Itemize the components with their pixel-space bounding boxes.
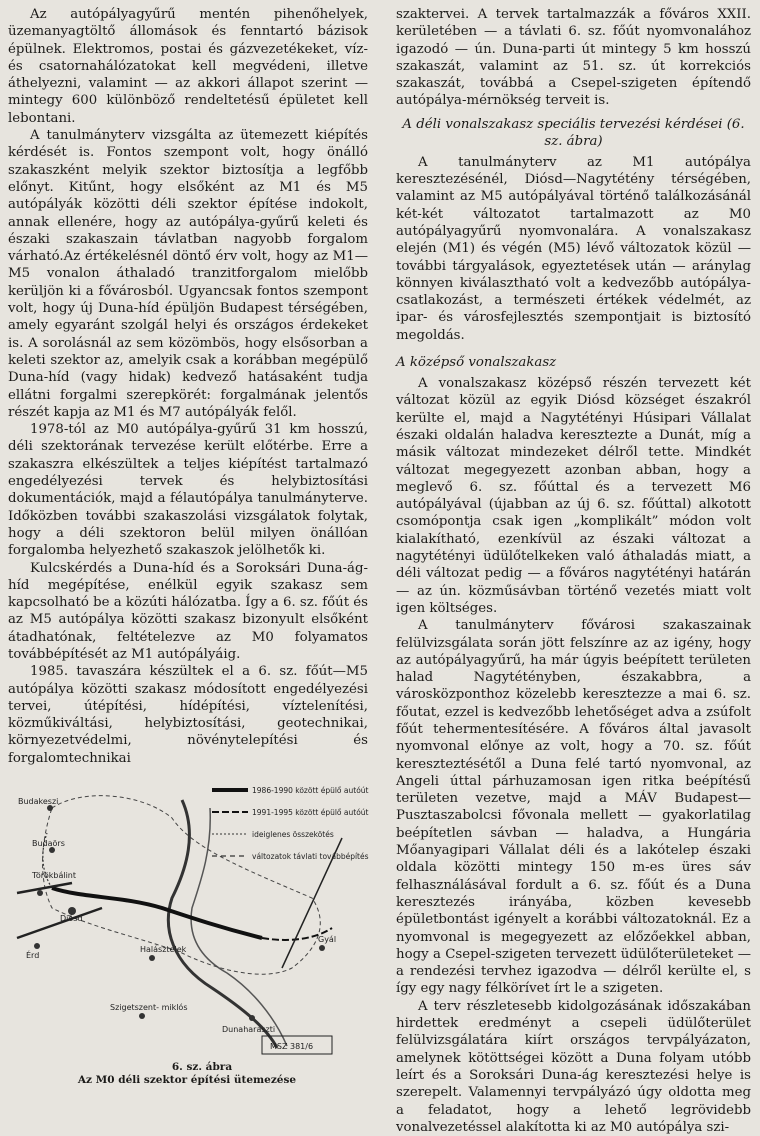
place-marker — [139, 1013, 145, 1019]
legend-temporary: ideiglenes összekötés — [252, 830, 334, 839]
label-szigetszentmiklos: Szigetszent- miklós — [110, 1003, 188, 1012]
label-halasztelek: Halásztelek — [140, 945, 187, 954]
paragraph: A terv részletesebb kidolgozásának időszakában hirdettek eredményt a csepeli üdülőterület felülvizsgálatára kiírt országos tervpályázaton, amelynek kötöttségei között a Duna folyam utóbb leírt és a Soroksári Duna-ág keresztezési helye is szerepelt. Valamennyi tervpályázó úgy oldotta meg a feladatot, hogy a lehető legrövidebb vonalvezetéssel alakította ki az M0 autópálya szi- — [396, 998, 751, 1135]
legend-phase2: 1991-1995 között épülő autóút — [252, 808, 369, 817]
label-diosd: Diósd — [60, 914, 83, 923]
paragraph: 1978-tól az M0 autópálya-gyűrű 31 km hosszú, déli szektorának tervezése került előtérbe. Erre a szakaszra elkészültek a teljes kiépítést tartalmazó engedélyezési tervek és helybiztosítási dokumentációk, majd a félautópálya tanulmányterve. Időközben további szakaszolási vizsgálatok folytak, hogy a déli szektoron belül milyen önállóan forgalomba helyezhető szakaszok jelölhetők ki. — [8, 422, 368, 559]
paragraph: A tanulmányterv az M1 autópálya keresztezésénél, Diósd—Nagytétény térségében, valamint az M5 autópályával történő találkozásánál két-két változatot tartalmazott az M0 autópályagyűrű nyomvonalára. A vonalszakasz elején (M1) és végén (M5) lévő változatok közül — további tárgyalások, egyeztetések után — aránylag könnyen kiválasztható volt a kedvezőbb autópálya-csatlakozást, a természeti értékek védelmét, az ipar- és városfejlesztés szempontjait is biztosító megoldás. — [396, 154, 751, 343]
paragraph: 1985. tavaszára készültek el a 6. sz. főút—M5 autópálya közötti szakasz módosított engedélyezési tervei, útépítési, hídépítési, víztelenítési, közműkiváltási, helybiztosítási, geotechnikai, környezetvédelmi, növénytelepítési és forgalomtechnikai — [8, 664, 368, 766]
place-marker — [37, 890, 43, 896]
paragraph: A tanulmányterv vizsgálta az ütemezett kiépítés kérdését is. Fontos szempont volt, hogy önálló szakaszként melyik szektor biztosítja a legfőbb előnyt. Kitűnt, hogy elsőként az M1 és M5 autópályák közötti déli szektor építése indokolt, annak ellenére, hogy az autópálya-gyűrű keleti és északi szakaszain távlatban nagyobb forgalom várható.Az értékelésnél döntő érv volt, hogy az M1—M5 vonalon áthaladó tranzitforgalom mielőbb kerüljön ki a fővárosból. Ugyancsak fontos szempont volt, hogy új Duna-híd épüljön Budapest térségében, amely egyaránt szolgál helyi és országos érdekeket is. A sorolásnál az sem közömbös, hogy elsősorban a keleti szektor az, amelyik csak a korábban megépülő Duna-híd (vagy hidak) kedvező hatásaként tudja ellátni forgalmi szerepkörét: forgalmának jelentős részét kapja az M1 és M7 autópályák felől. — [8, 128, 368, 420]
label-budakeszi: Budakeszi — [18, 797, 59, 806]
place-marker — [249, 1015, 255, 1021]
label-budaors: Budaörs — [32, 839, 65, 848]
section-heading: A déli vonalszakasz speciális tervezési kérdései (6. sz. ábra) — [402, 116, 745, 149]
figure-caption: Az M0 déli szektor építési ütemezése — [77, 1074, 297, 1086]
place-marker — [149, 955, 155, 961]
label-dunaharaszti: Dunaharaszti — [222, 1025, 276, 1034]
label-gyal: Gyál — [318, 935, 337, 944]
left-column — [8, 6, 368, 767]
figure-number: 6. sz. ábra — [171, 1061, 233, 1073]
label-erd: Érd — [26, 951, 40, 960]
map-illustration — [12, 778, 372, 1063]
place-marker — [319, 945, 325, 951]
place-marker — [34, 943, 40, 949]
paragraph: A vonalszakasz középső részén tervezett két változat közül az egyik Diósd községet északról kerülte el, majd a Nagytétényi Húsipari Vállalat északi oldalán haladva keresztezte a Dunát, míg a másik változat mindezeket délről tette. Mindkét változat megegyezett azonban abban, hogy a meglevő 6. sz. főúttal és a tervezett M6 autópályával (újabban az új 6. sz. főúttal) alkotott csomópontja csak igen „komplikált” módon volt kialakítható, ezenkívül az északi változat a nagytétényi üdülőtelkeken való áthaladás miatt, a déli változat pedig — a főváros nagytétényi határán — az ún. közműsávban történő vezetés miatt volt igen költséges. — [396, 376, 751, 616]
paragraph: szaktervei. A tervek tartalmazzák a főváros XXII. kerületében — a távlati 6. sz. főút nyomvonalához igazodó — ún. Duna-parti út mintegy 5 km hosszú szakaszát, valamint az 51. sz. út korrekciós szakaszát, továbbá a Csepel-szigeten építendő autópálya-mérnökség terveit is. — [396, 7, 751, 109]
section-heading: A középső vonalszakasz — [396, 355, 557, 371]
right-column — [396, 6, 751, 1136]
legend-future: változatok távlati továbbépítés — [252, 852, 369, 861]
map-stamp: MSZ 381/6 — [270, 1042, 314, 1051]
figure-map — [12, 778, 372, 1100]
soroksari-branch — [191, 808, 287, 1046]
legend-phase1: 1986-1990 között épülő autóút — [252, 786, 369, 795]
paragraph: A tanulmányterv fővárosi szakaszainak felülvizsgálata során jött felszínre az az igény, hogy az autópályagyűrű, ha már úgyis beépített területen halad Nagytétényben, északabbra, a városközponthoz közelebb keresztezze a mai 6. sz. főutat, ezzel is kedvezőbb lehetőséget adva a zsúfolt főút tehermentesítésére. A főváros által javasolt nyomvonal előnye az volt, hogy a 70. sz. főút kereszteztésétől a Duna felé tartó nyomvonal, az Angeli úttal párhuzamosan igen ritka beépítésű területen vezetve, majd a MÁV Budapest—Pusztaszabolcsi fővonala mellett — gyakorlatilag beépítetlen sávban — haladva, a Hungária Mőanyagipari Vállalat déli és a lakótelep északi oldala közötti mintegy 150 m-es üres sáv felhasználásával fordult a 6. sz. főút és a Duna keresztezés irányába, közben kevesebb épületbontást igényelt a korábbi változatoknál. Ez a nyomvonal is megegyezett az előzőekkel abban, hogy a Csepel-szigeten tervezett üdülőterületeket — a rendezési tervhez igazodva — délről kerülte el, s így egy nagy félkörívet írt le a szigeten. — [396, 618, 751, 997]
paragraph: Az autópályagyűrű mentén pihenőhelyek, üzemanyagtöltő állomások és fenntartó bázisok épülnek. Elektromos, postai és gázvezetékeket, víz- és csatornahálózatokat kell megvédeni, illetve áthelyezni, valamint — az akkori állapot szerint — mintegy 600 különböző rendeltetésű épületet kell lebontani. — [8, 7, 368, 126]
map-legend — [212, 786, 369, 861]
m0-phase1-route — [52, 888, 262, 938]
label-torokbalint: Törökbálint — [32, 871, 77, 880]
paragraph: Kulcskérdés a Duna-híd és a Soroksári Duna-ág-híd megépítése, enélkül egyik szakasz sem kapcsolható be a közúti hálózatba. Így a 6. sz. főút és az M5 autópálya közötti szakasz bizonyult elsőként átadhatónak, feltételezve az M0 folyamatos továbbépítését az M1 autópályáig. — [8, 560, 368, 662]
